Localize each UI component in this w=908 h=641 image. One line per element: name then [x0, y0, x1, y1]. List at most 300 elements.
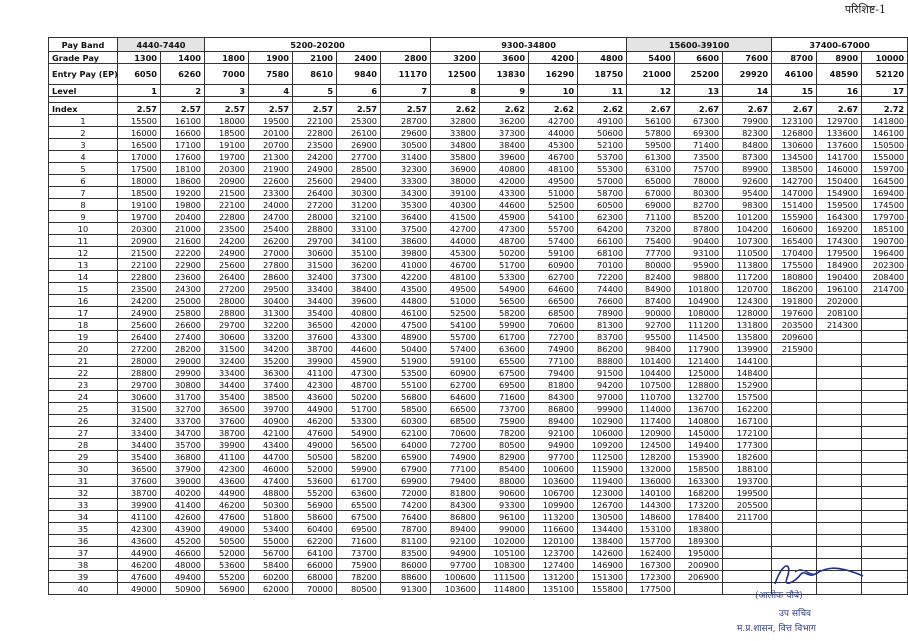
pay-cell: 46200	[118, 559, 161, 571]
pay-cell: 111500	[480, 571, 529, 583]
pay-cell: 64600	[431, 391, 480, 403]
index-row-cell: 2.57	[249, 103, 293, 115]
pay-cell: 78200	[480, 427, 529, 439]
pay-cell: 23300	[249, 187, 293, 199]
pay-cell: 53500	[381, 367, 431, 379]
pay-cell: 23500	[118, 283, 161, 295]
pay-cell: 62700	[431, 379, 480, 391]
table-row	[49, 523, 908, 535]
grade-pay-row-cell: 10000	[862, 52, 908, 64]
pay-cell: 38700	[118, 487, 161, 499]
pay-cell: 43600	[118, 535, 161, 547]
signatory-block	[735, 552, 885, 641]
pay-cell: 77100	[529, 355, 578, 367]
entry-pay-row-cell: 52120	[862, 64, 908, 85]
pay-cell	[862, 367, 908, 379]
row-number: 8	[49, 199, 118, 211]
pay-cell: 33300	[381, 175, 431, 187]
index-row-cell: 2.62	[431, 103, 480, 115]
pay-cell: 67300	[675, 115, 723, 127]
pay-cell: 19700	[118, 211, 161, 223]
pay-cell: 49500	[431, 283, 480, 295]
pay-cell: 36300	[249, 367, 293, 379]
grade-pay-label: Grade Pay	[49, 52, 118, 64]
pay-cell: 51800	[249, 511, 293, 523]
pay-cell: 87800	[675, 223, 723, 235]
table-row	[49, 511, 908, 523]
pay-cell: 19200	[161, 187, 205, 199]
pay-cell: 67900	[381, 463, 431, 475]
pay-cell: 46700	[529, 151, 578, 163]
table-row	[49, 247, 908, 259]
pay-cell: 73700	[337, 547, 381, 559]
pay-cell: 139900	[723, 343, 772, 355]
pay-cell: 36500	[293, 319, 337, 331]
pay-cell: 93300	[480, 499, 529, 511]
pay-cell: 35700	[161, 439, 205, 451]
pay-cell: 20900	[205, 175, 249, 187]
pay-cell: 71400	[675, 139, 723, 151]
pay-cell: 147000	[772, 187, 817, 199]
row-number: 39	[49, 571, 118, 583]
pay-cell: 199500	[723, 487, 772, 499]
pay-cell: 138500	[772, 163, 817, 175]
pay-cell: 26600	[161, 319, 205, 331]
pay-cell: 123100	[772, 115, 817, 127]
pay-cell: 182600	[723, 451, 772, 463]
pay-cell: 104400	[627, 367, 675, 379]
table-row	[49, 223, 908, 235]
pay-cell: 27800	[249, 259, 293, 271]
pay-cell: 107300	[723, 235, 772, 247]
pay-cell: 39000	[161, 475, 205, 487]
pay-cell: 42600	[161, 511, 205, 523]
pay-cell: 49000	[293, 439, 337, 451]
table-row	[49, 487, 908, 499]
pay-cell: 75900	[480, 415, 529, 427]
index-row-cell: 2.67	[723, 103, 772, 115]
level-row-cell: 11	[578, 85, 627, 97]
pay-cell: 37500	[381, 223, 431, 235]
row-number: 3	[49, 139, 118, 151]
pay-cell: 73500	[675, 151, 723, 163]
pay-cell	[862, 463, 908, 475]
row-number: 35	[49, 523, 118, 535]
pay-cell: 24200	[118, 295, 161, 307]
pay-cell: 55700	[529, 223, 578, 235]
pay-cell: 165400	[772, 235, 817, 247]
pay-cell: 123000	[578, 487, 627, 499]
pay-band-1: 4440-7440	[118, 38, 205, 52]
pay-cell: 123700	[529, 547, 578, 559]
entry-pay-row-cell: 18750	[578, 64, 627, 85]
pay-cell: 27700	[337, 151, 381, 163]
pay-cell: 44600	[480, 199, 529, 211]
pay-cell: 66500	[431, 403, 480, 415]
pay-cell: 59900	[337, 463, 381, 475]
pay-cell: 18100	[161, 163, 205, 175]
pay-cell: 31500	[118, 403, 161, 415]
pay-cell: 146000	[817, 163, 862, 175]
pay-cell: 47300	[337, 367, 381, 379]
pay-cell: 43600	[293, 391, 337, 403]
pay-cell: 39900	[118, 499, 161, 511]
pay-cell: 127400	[529, 559, 578, 571]
table-row	[49, 439, 908, 451]
pay-cell: 79400	[529, 367, 578, 379]
index-row-cell: 2.62	[480, 103, 529, 115]
pay-cell: 86800	[431, 511, 480, 523]
pay-cell: 55700	[431, 331, 480, 343]
grade-pay-row	[49, 52, 908, 64]
pay-cell: 140800	[675, 415, 723, 427]
pay-cell: 86000	[381, 559, 431, 571]
pay-cell: 29500	[249, 283, 293, 295]
pay-cell: 41000	[381, 259, 431, 271]
pay-cell: 20400	[161, 211, 205, 223]
pay-cell: 24700	[249, 211, 293, 223]
pay-cell: 46000	[249, 463, 293, 475]
pay-cell: 191800	[772, 295, 817, 307]
entry-pay-row-cell: 25200	[675, 64, 723, 85]
pay-cell: 21600	[161, 235, 205, 247]
pay-cell: 24200	[205, 235, 249, 247]
row-number: 18	[49, 319, 118, 331]
pay-cell: 30800	[161, 379, 205, 391]
table-row	[49, 235, 908, 247]
pay-cell: 35300	[381, 199, 431, 211]
pay-cell: 71100	[627, 211, 675, 223]
table-row	[49, 295, 908, 307]
pay-cell: 82400	[627, 271, 675, 283]
pay-cell: 183800	[675, 523, 723, 535]
pay-cell: 29700	[205, 319, 249, 331]
pay-cell	[723, 523, 772, 535]
pay-cell: 152900	[723, 379, 772, 391]
pay-cell: 58500	[381, 403, 431, 415]
row-number: 4	[49, 151, 118, 163]
pay-cell: 52500	[431, 307, 480, 319]
pay-cell: 39900	[293, 355, 337, 367]
pay-cell: 60900	[431, 367, 480, 379]
pay-cell: 54100	[529, 211, 578, 223]
pay-cell: 40300	[431, 199, 480, 211]
pay-cell: 22800	[118, 271, 161, 283]
pay-cell: 144100	[723, 355, 772, 367]
pay-cell: 80300	[675, 187, 723, 199]
pay-cell: 48700	[337, 379, 381, 391]
pay-cell: 57400	[529, 235, 578, 247]
pay-cell: 45900	[480, 211, 529, 223]
pay-cell: 24000	[249, 199, 293, 211]
pay-cell: 31400	[381, 151, 431, 163]
pay-cell	[862, 523, 908, 535]
pay-cell: 110500	[723, 247, 772, 259]
pay-cell: 114800	[480, 583, 529, 595]
pay-cell	[772, 439, 817, 451]
pay-cell: 98800	[675, 271, 723, 283]
table-row	[49, 367, 908, 379]
level-row-cell: 12	[627, 85, 675, 97]
row-number: 23	[49, 379, 118, 391]
pay-cell: 74900	[529, 343, 578, 355]
table-row	[49, 127, 908, 139]
row-number: 28	[49, 439, 118, 451]
pay-cell: 27200	[205, 283, 249, 295]
pay-cell: 19100	[205, 139, 249, 151]
pay-cell: 193700	[723, 475, 772, 487]
pay-cell: 84900	[627, 283, 675, 295]
pay-cell: 97700	[529, 451, 578, 463]
pay-cell: 34400	[293, 295, 337, 307]
pay-cell: 101200	[723, 211, 772, 223]
pay-cell: 68000	[293, 571, 337, 583]
level-row-cell: 15	[772, 85, 817, 97]
pay-cell: 129700	[817, 115, 862, 127]
pay-cell: 32400	[205, 355, 249, 367]
pay-cell: 79400	[431, 475, 480, 487]
pay-cell: 55100	[381, 379, 431, 391]
pay-cell: 25600	[293, 175, 337, 187]
pay-cell: 59900	[480, 319, 529, 331]
pay-cell: 30500	[381, 139, 431, 151]
pay-cell: 49000	[118, 583, 161, 595]
pay-cell: 117900	[675, 343, 723, 355]
pay-cell: 24900	[205, 247, 249, 259]
pay-cell: 39600	[337, 295, 381, 307]
pay-cell: 138400	[578, 535, 627, 547]
pay-cell: 77100	[431, 463, 480, 475]
row-number: 1	[49, 115, 118, 127]
pay-cell: 55200	[293, 487, 337, 499]
pay-cell: 39100	[431, 187, 480, 199]
pay-cell: 41100	[118, 511, 161, 523]
entry-pay-row-cell: 29920	[723, 64, 772, 85]
pay-cell: 33200	[249, 331, 293, 343]
pay-cell: 37600	[293, 331, 337, 343]
entry-pay-row-cell: 8610	[293, 64, 337, 85]
pay-cell: 81800	[431, 487, 480, 499]
pay-cell: 44700	[249, 451, 293, 463]
pay-cell: 49400	[161, 571, 205, 583]
pay-cell	[817, 475, 862, 487]
level-row-cell: 5	[293, 85, 337, 97]
pay-cell: 101400	[627, 355, 675, 367]
pay-cell: 180800	[772, 271, 817, 283]
pay-cell: 174500	[862, 199, 908, 211]
index-row-cell: 2.67	[675, 103, 723, 115]
pay-cell: 34700	[161, 427, 205, 439]
table-row	[49, 379, 908, 391]
pay-cell: 56500	[337, 439, 381, 451]
table-row	[49, 355, 908, 367]
row-number: 33	[49, 499, 118, 511]
pay-cell: 159500	[817, 199, 862, 211]
pay-cell: 42300	[205, 463, 249, 475]
pay-cell	[817, 499, 862, 511]
pay-cell	[862, 319, 908, 331]
pay-cell: 51000	[431, 295, 480, 307]
pay-cell: 16500	[118, 139, 161, 151]
pay-band-label: Pay Band	[49, 38, 118, 52]
pay-cell: 107500	[627, 379, 675, 391]
pay-cell: 64600	[529, 283, 578, 295]
table-row	[49, 415, 908, 427]
pay-cell: 40900	[249, 415, 293, 427]
level-row-cell: 8	[431, 85, 480, 97]
pay-cell: 124300	[723, 295, 772, 307]
pay-cell: 60500	[578, 199, 627, 211]
pay-cell: 73200	[627, 223, 675, 235]
pay-cell: 142700	[772, 175, 817, 187]
pay-cell: 37400	[249, 379, 293, 391]
pay-cell: 27200	[293, 199, 337, 211]
pay-cell: 22100	[205, 199, 249, 211]
table-row	[49, 151, 908, 163]
pay-cell: 137600	[817, 139, 862, 151]
pay-band-5: 37400-67000	[772, 38, 908, 52]
grade-pay-row-cell: 3200	[431, 52, 480, 64]
pay-cell: 196400	[862, 247, 908, 259]
pay-cell: 68100	[578, 247, 627, 259]
pay-cell: 86200	[578, 343, 627, 355]
pay-cell: 42700	[431, 223, 480, 235]
pay-cell: 119400	[578, 475, 627, 487]
pay-cell: 95500	[627, 331, 675, 343]
pay-cell: 209600	[772, 331, 817, 343]
row-number: 24	[49, 391, 118, 403]
pay-cell: 23500	[205, 223, 249, 235]
pay-cell: 24900	[293, 163, 337, 175]
pay-cell: 31700	[161, 391, 205, 403]
grade-pay-row-cell: 6600	[675, 52, 723, 64]
pay-cell: 30600	[118, 391, 161, 403]
pay-cell	[817, 343, 862, 355]
pay-cell	[817, 403, 862, 415]
pay-cell	[862, 379, 908, 391]
pay-cell: 90000	[627, 307, 675, 319]
pay-cell: 25600	[118, 319, 161, 331]
pay-cell: 29000	[161, 355, 205, 367]
pay-cell: 55200	[205, 571, 249, 583]
table-row	[49, 115, 908, 127]
pay-cell: 97000	[578, 391, 627, 403]
table-row	[49, 211, 908, 223]
pay-cell: 78200	[337, 571, 381, 583]
pay-cell	[817, 379, 862, 391]
table-row	[49, 319, 908, 331]
pay-cell: 60900	[529, 259, 578, 271]
pay-cell: 114500	[675, 331, 723, 343]
pay-cell: 163300	[675, 475, 723, 487]
pay-cell: 36800	[161, 451, 205, 463]
level-row-cell: 10	[529, 85, 578, 97]
pay-cell: 39700	[249, 403, 293, 415]
pay-cell: 150400	[817, 175, 862, 187]
pay-cell: 46600	[161, 547, 205, 559]
pay-cell: 29700	[118, 379, 161, 391]
pay-cell: 45900	[337, 355, 381, 367]
pay-cell: 56900	[293, 499, 337, 511]
pay-cell: 21500	[118, 247, 161, 259]
pay-cell: 102000	[480, 535, 529, 547]
pay-cell: 33100	[337, 223, 381, 235]
entry-pay-row-cell: 13830	[480, 64, 529, 85]
row-number: 10	[49, 223, 118, 235]
pay-cell	[772, 463, 817, 475]
pay-cell: 72000	[381, 487, 431, 499]
pay-cell: 36500	[205, 403, 249, 415]
pay-cell: 39800	[381, 247, 431, 259]
pay-cell: 136000	[627, 475, 675, 487]
pay-cell	[772, 451, 817, 463]
pay-cell: 22100	[118, 259, 161, 271]
pay-cell: 19500	[249, 115, 293, 127]
pay-cell: 42200	[381, 271, 431, 283]
index-row-cell: 2.57	[337, 103, 381, 115]
row-number: 9	[49, 211, 118, 223]
pay-cell: 145000	[675, 427, 723, 439]
pay-cell: 67000	[627, 187, 675, 199]
pay-cell: 131200	[529, 571, 578, 583]
pay-cell: 22100	[293, 115, 337, 127]
pay-cell: 22600	[249, 175, 293, 187]
table-row	[49, 307, 908, 319]
index-row-cell: 2.62	[578, 103, 627, 115]
pay-cell: 43900	[161, 523, 205, 535]
pay-cell	[772, 475, 817, 487]
pay-cell: 52000	[205, 547, 249, 559]
pay-cell: 71600	[337, 535, 381, 547]
pay-cell	[862, 391, 908, 403]
pay-cell: 42700	[529, 115, 578, 127]
pay-cell: 142600	[578, 547, 627, 559]
pay-cell: 99000	[480, 523, 529, 535]
pay-cell: 47600	[205, 511, 249, 523]
pay-cell: 42000	[337, 319, 381, 331]
pay-cell: 62000	[249, 583, 293, 595]
pay-cell: 148400	[723, 367, 772, 379]
pay-cell: 95900	[675, 259, 723, 271]
pay-cell: 104900	[675, 295, 723, 307]
pay-cell: 153100	[627, 523, 675, 535]
pay-cell: 172300	[627, 571, 675, 583]
pay-cell: 162400	[627, 547, 675, 559]
pay-cell: 84800	[723, 139, 772, 151]
pay-cell: 53600	[205, 559, 249, 571]
grade-pay-row-cell: 2400	[337, 52, 381, 64]
pay-cell: 68500	[529, 307, 578, 319]
pay-cell: 99900	[578, 403, 627, 415]
pay-cell: 73700	[480, 403, 529, 415]
pay-cell: 121400	[675, 355, 723, 367]
pay-cell: 56800	[381, 391, 431, 403]
pay-cell	[772, 511, 817, 523]
pay-cell: 98300	[723, 199, 772, 211]
pay-cell: 50200	[480, 247, 529, 259]
pay-cell	[862, 511, 908, 523]
pay-cell: 66000	[293, 559, 337, 571]
pay-cell: 69300	[675, 127, 723, 139]
pay-cell	[817, 355, 862, 367]
pay-cell: 26400	[293, 187, 337, 199]
pay-cell	[862, 535, 908, 547]
pay-cell: 82700	[675, 199, 723, 211]
index-row-cell: 2.57	[161, 103, 205, 115]
pay-cell: 57000	[578, 175, 627, 187]
entry-pay-row-cell: 7580	[249, 64, 293, 85]
pay-cell: 83500	[381, 547, 431, 559]
